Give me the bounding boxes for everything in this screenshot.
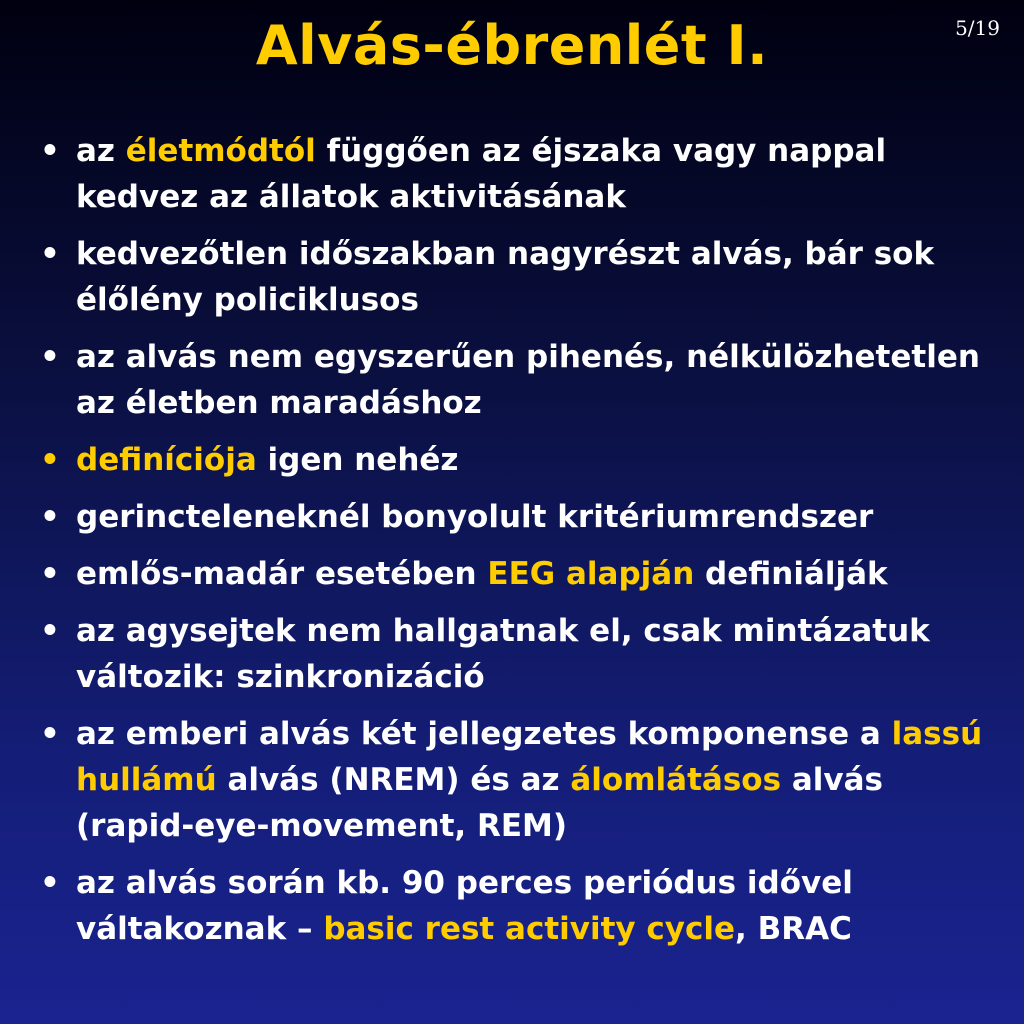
highlighted-text: definíciója bbox=[76, 442, 257, 478]
bullet-item bbox=[40, 231, 990, 323]
bullet-dot-icon: • bbox=[40, 339, 60, 375]
bullet-dot-icon: • bbox=[40, 499, 60, 535]
highlighted-text: basic rest activity cycle bbox=[323, 911, 736, 947]
bullet-text: az bbox=[76, 133, 126, 169]
bullet-list bbox=[40, 128, 990, 963]
bullet-item bbox=[40, 437, 990, 483]
bullet-text: gerincteleneknél bonyolult kritériumrendszer bbox=[76, 499, 874, 535]
bullet-text: kedvezőtlen időszakban nagyrészt alvás, bár sok élőlény policiklusos bbox=[76, 236, 935, 318]
bullet-text: az alvás során kb. 90 perces periódus idővel váltakoznak – bbox=[76, 865, 853, 947]
bullet-text: az alvás nem egyszerűen pihenés, nélkülözhetetlen az életben maradáshoz bbox=[76, 339, 980, 421]
slide-title: Alvás-ébrenlét I. bbox=[255, 14, 769, 77]
bullet-dot-icon: • bbox=[40, 133, 60, 169]
highlighted-text: álomlátásos bbox=[570, 762, 782, 798]
bullet-dot-icon: • bbox=[40, 716, 60, 752]
bullet-dot-icon: • bbox=[40, 556, 60, 592]
highlighted-text: lassú hullámú bbox=[76, 716, 983, 798]
bullet-item bbox=[40, 608, 990, 700]
bullet-dot-icon: • bbox=[40, 865, 60, 901]
bullet-item bbox=[40, 711, 990, 849]
bullet-dot-icon: • bbox=[40, 442, 60, 478]
highlighted-text: EEG alapján bbox=[487, 556, 695, 592]
bullet-item bbox=[40, 494, 990, 540]
bullet-item bbox=[40, 334, 990, 426]
bullet-item bbox=[40, 128, 990, 220]
bullet-text: alvás (rapid-eye-movement, REM) bbox=[76, 762, 883, 844]
bullet-text: alvás (NREM) és az bbox=[216, 762, 571, 798]
bullet-text: az agysejtek nem hallgatnak el, csak mintázatuk változik: szinkronizáció bbox=[76, 613, 930, 695]
page-number: 5/19 bbox=[955, 16, 1000, 40]
highlighted-text: életmódtól bbox=[125, 133, 316, 169]
bullet-text: , BRAC bbox=[735, 911, 852, 947]
bullet-dot-icon: • bbox=[40, 613, 60, 649]
bullet-text: emlős-madár esetében bbox=[76, 556, 488, 592]
bullet-text: az emberi alvás két jellegzetes komponense a bbox=[76, 716, 892, 752]
bullet-text: függően az éjszaka vagy nappal kedvez az állatok aktivitásának bbox=[76, 133, 887, 215]
bullet-dot-icon: • bbox=[40, 236, 60, 272]
bullet-item bbox=[40, 860, 990, 952]
bullet-text: igen nehéz bbox=[256, 442, 459, 478]
bullet-item bbox=[40, 551, 990, 597]
bullet-text: definiálják bbox=[694, 556, 888, 592]
